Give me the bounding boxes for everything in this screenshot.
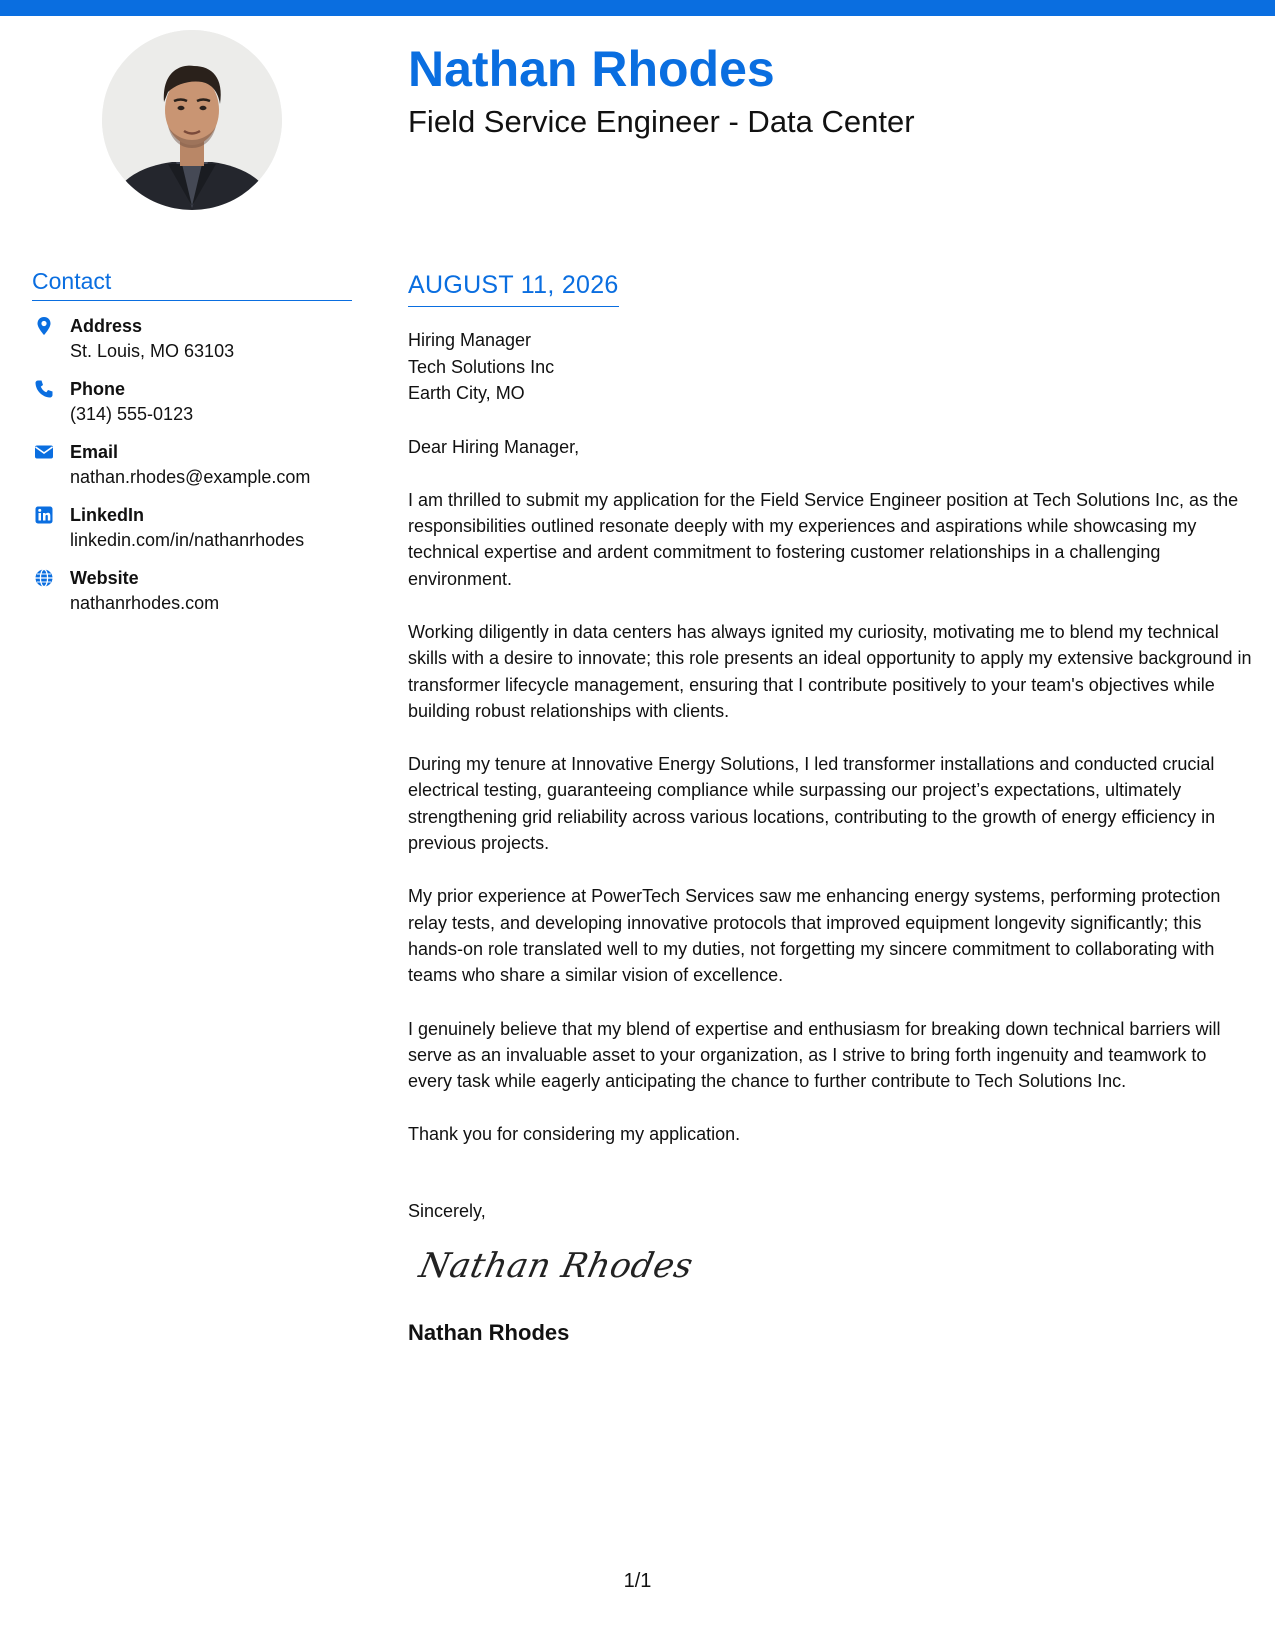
- contact-label-linkedin: LinkedIn: [70, 504, 145, 525]
- handwritten-signature: Nathan Rhodes: [415, 1246, 697, 1287]
- top-accent-bar: [0, 0, 1275, 16]
- job-title: Field Service Engineer - Data Center: [408, 104, 915, 139]
- recipient-line: Hiring Manager: [408, 330, 532, 350]
- page-number: 1/1: [623, 1570, 652, 1592]
- contact-label-website: Website: [70, 567, 139, 588]
- contact-item-phone: [32, 377, 352, 427]
- recipient-line: Tech Solutions Inc: [408, 356, 555, 377]
- contact-value-address: St. Louis, MO 63103: [70, 340, 235, 361]
- phone-icon: [34, 379, 54, 399]
- letter-body: [408, 270, 1253, 1348]
- envelope-icon: [34, 442, 54, 462]
- letter-paragraph: I genuinely believe that my blend of expertise and enthusiasm for breaking down technical barriers will serve as an invaluable asset to your organization, as I strive to bring forth ingenuity and teamwork to every task while eagerly anticipating the chance to further contribute to Tech Solutions Inc.: [408, 1018, 1221, 1092]
- letter-paragraph: During my tenure at Innovative Energy Solutions, I led transformer installations and conducted crucial electrical testing, guaranteeing compliance while surpassing our project’s expectations, ultimately strengthening grid reliability across various locations, contributing to the growth of energy efficiency in previous projects.: [408, 754, 1216, 854]
- recipient-line: Earth City, MO: [408, 383, 525, 403]
- contact-value-phone: (314) 555-0123: [70, 403, 194, 424]
- contact-sidebar: [32, 268, 352, 616]
- salutation: Dear Hiring Manager,: [408, 436, 580, 457]
- contact-item-website: [32, 566, 352, 616]
- contact-value-email[interactable]: nathan.rhodes@example.com: [70, 466, 311, 487]
- letter-paragraph: Working diligently in data centers has always ignited my curiosity, motivating me to blend my technical skills with a desire to innovate; this role presents an ideal opportunity to apply my extensive background in transformer lifecycle management, ensuring that I contribute positively to your team's objectives while building robust relationships with clients.: [408, 621, 1252, 721]
- linkedin-icon: [34, 505, 54, 525]
- contact-heading: Contact: [32, 268, 352, 301]
- contact-item-linkedin: [32, 503, 352, 553]
- candidate-name: Nathan Rhodes: [408, 41, 775, 97]
- letter-date: AUGUST 11, 2026: [408, 270, 619, 307]
- profile-photo-image: [102, 30, 282, 210]
- globe-icon: [34, 568, 54, 588]
- letter-paragraph: My prior experience at PowerTech Services saw me enhancing energy systems, performing protection relay tests, and developing innovative protocols that improved equipment longevity significantly; this hands-on role translated well to my duties, not forgetting my sincere commitment to collaborating with teams who share a similar vision of excellence.: [408, 886, 1221, 986]
- map-pin-icon: [34, 316, 54, 336]
- letter-paragraph: I am thrilled to submit my application for the Field Service Engineer position at Tech Solutions Inc, as the responsibilities outlined resonate deeply with my experiences and aspirations while showcasing my technical expertise and ardent commitment to fostering customer relationships in a challenging environment.: [408, 489, 1239, 589]
- recipient-block: [408, 327, 1253, 407]
- contact-value-website[interactable]: nathanrhodes.com: [70, 592, 220, 613]
- profile-photo: [102, 30, 282, 210]
- contact-value-linkedin[interactable]: linkedin.com/in/nathanrhodes: [70, 529, 305, 550]
- contact-item-address: [32, 314, 352, 364]
- signer-name: Nathan Rhodes: [408, 1320, 570, 1346]
- contact-label-address: Address: [70, 315, 143, 336]
- contact-label-email: Email: [70, 441, 119, 462]
- contact-label-phone: Phone: [70, 378, 126, 399]
- contact-item-email: [32, 440, 352, 490]
- letter-paragraph: Thank you for considering my application.: [408, 1124, 741, 1145]
- closing: Sincerely,: [408, 1200, 486, 1221]
